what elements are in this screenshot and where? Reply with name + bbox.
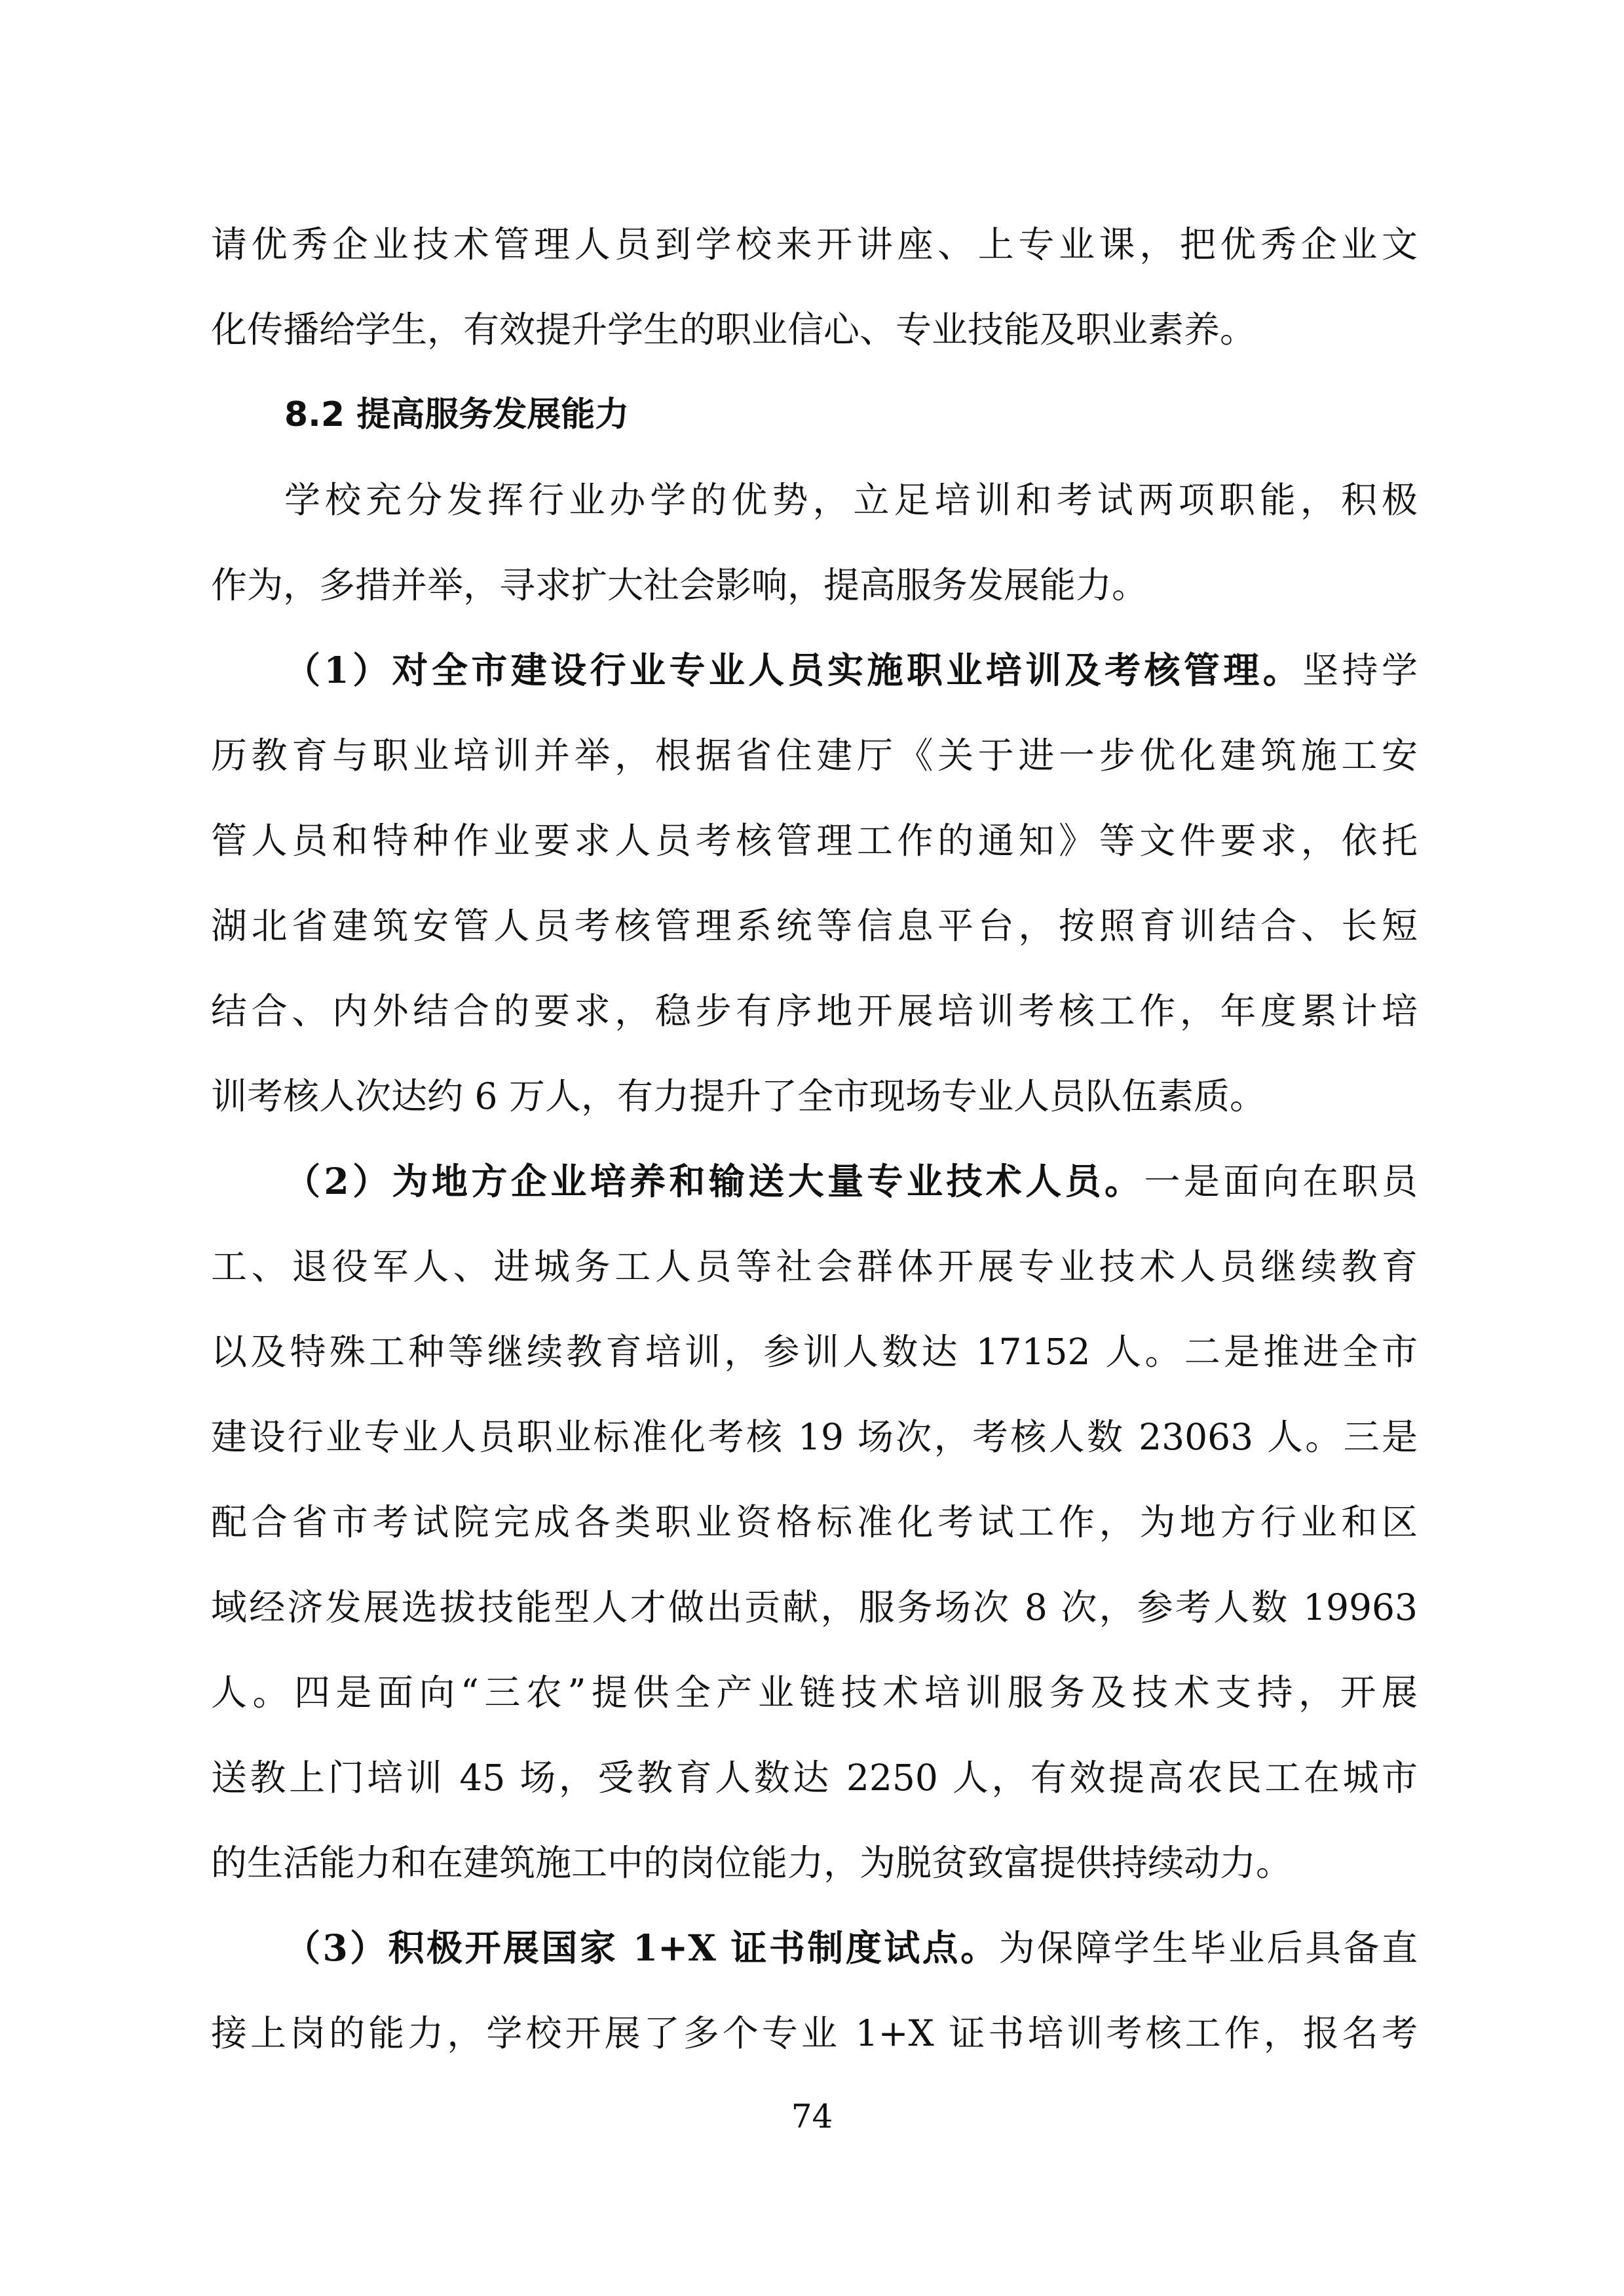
section-heading: 8.2 提高服务发展能力 — [284, 395, 630, 434]
paragraph-first-line — [211, 1905, 1418, 1991]
paragraph-first-line — [211, 1139, 1418, 1224]
text-line: 训考核人次达约 6 万人，有力提升了全市现场专业人员队伍素质。 — [211, 1075, 1266, 1117]
page-body — [211, 202, 1418, 2076]
text-line: 接上岗的能力，学校开展了多个专业 1+X 证书培训考核工作，报名考 — [211, 2012, 1418, 2054]
text-line: 结合、内外结合的要求，稳步有序地开展培训考核工作，年度累计培 — [211, 990, 1418, 1032]
bold-lead-text: （3）积极开展国家 1+X 证书制度试点。 — [284, 1926, 999, 1969]
text-line: 以及特殊工种等继续教育培训，参训人数达 17152 人。二是推进全市 — [211, 1331, 1418, 1373]
text-line: 化传播给学生，有效提升学生的职业信心、专业技能及职业素养。 — [211, 309, 1256, 351]
bold-lead-text: （1）对全市建设行业专业人员实施职业培训及考核管理。 — [284, 649, 1303, 691]
text-line: 域经济发展选拔技能型人才做出贡献，服务场次 8 次，参考人数 19963 — [211, 1586, 1418, 1628]
text-line: 请优秀企业技术管理人员到学校来开讲座、上专业课，把优秀企业文 — [211, 223, 1418, 265]
text-line: 作为，多措并举，寻求扩大社会影响，提高服务发展能力。 — [211, 564, 1148, 606]
text-line: 管人员和特种作业要求人员考核管理工作的通知》等文件要求，依托 — [211, 820, 1418, 862]
text-line: 学校充分发挥行业办学的优势，立足培训和考试两项职能，积极 — [284, 479, 1418, 521]
paragraph-first-line — [211, 628, 1418, 713]
text-line: 人。四是面向“三农”提供全产业链技术培训服务及技术支持，开展 — [211, 1672, 1418, 1713]
text-line: 工、退役军人、进城务工人员等社会群体开展专业技术人员继续教育 — [211, 1246, 1418, 1288]
text-line: 湖北省建筑安管人员考核管理系统等信息平台，按照育训结合、长短 — [211, 905, 1418, 947]
text-run: 为保障学生毕业后具备直 — [998, 1927, 1418, 1969]
text-line: 配合省市考试院完成各类职业资格标准化考试工作，为地方行业和区 — [211, 1501, 1418, 1543]
page-number: 74 — [791, 2097, 833, 2135]
text-run: 一是面向在职员 — [1144, 1160, 1418, 1202]
text-line: 送教上门培训 45 场，受教育人数达 2250 人，有效提高农民工在城市 — [211, 1757, 1418, 1799]
bold-lead-text: （2）为地方企业培养和输送大量专业技术人员。 — [284, 1160, 1144, 1202]
text-line: 的生活能力和在建筑施工中的岗位能力，为脱贫致富提供持续动力。 — [211, 1842, 1293, 1884]
text-run: 坚持学 — [1302, 649, 1418, 691]
text-line: 建设行业专业人员职业标准化考核 19 场次，考核人数 23063 人。三是 — [211, 1416, 1418, 1458]
text-line: 历教育与职业培训并举，根据省住建厅《关于进一步优化建筑施工安 — [211, 735, 1418, 776]
